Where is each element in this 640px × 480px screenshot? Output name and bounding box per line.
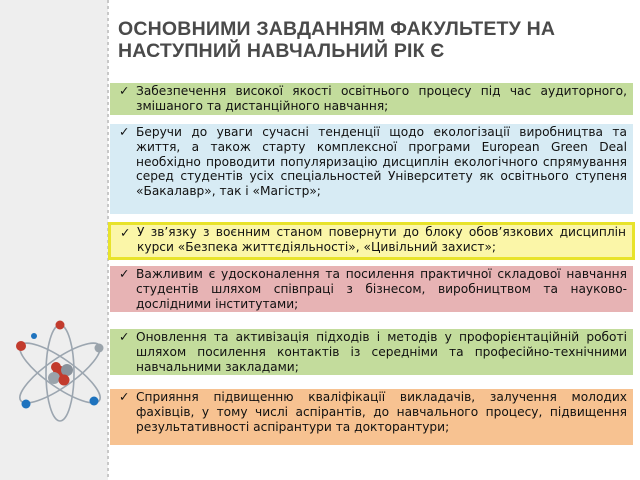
task-item-qualification [110,389,633,445]
checkmark-icon: ✓ [119,266,130,281]
task-item-text: У зв’язку з воєнним станом повернути до блоку обов’язкових дисциплін курси «Безпека життєдіяльності», «Цивільний захист»; [137,225,626,254]
task-item-quality [110,83,633,115]
atom-illustration [4,318,116,428]
task-item-text: Забезпечення високої якості освітнього процесу під час аудиторного, змішаного та дистанційного навчання; [136,84,627,113]
slide-title: ОСНОВНИМИ ЗАВДАННЯМ ФАКУЛЬТЕТУ НА НАСТУПНИЙ НАВЧАЛЬНИЙ РІК Є [118,18,556,62]
checkmark-icon: ✓ [119,329,130,344]
checkmark-icon: ✓ [119,124,130,139]
task-item-text: Оновлення та активізація підходів і методів у профорієнтаційній роботі шляхом посилення контактів із середніми та професійно-технічними навчальними закладами; [136,330,627,374]
checkmark-icon: ✓ [120,225,131,240]
checkmark-icon: ✓ [119,389,130,404]
task-item-text: Важливим є удосконалення та посилення практичної складової навчання студентів шляхом співпраці з бізнесом, виробництвом та науково-дослідними інститутами; [136,267,627,311]
task-item-ecology [110,124,633,214]
checkmark-icon: ✓ [119,83,130,98]
task-item-career-guidance [110,329,633,375]
task-item-text: Сприяння підвищенню кваліфікації викладачів, залучення молодих фахівців, у тому числі аспірантів, до навчального процесу, підвищення результативності аспірантури та докторантури; [136,390,627,434]
task-item-safety-courses [108,222,635,260]
task-item-practice [110,266,633,312]
task-item-text: Беручи до уваги сучасні тенденції щодо екологізації виробництва та життя, а також старту комплексної програми European Green Deal необхідно проводити популяризацію дисциплін екологічного спрямування серед студентів усіх спеціальностей Університету як освітнього ступеня «Бакалавр», так і «Магістр»; [136,125,627,199]
